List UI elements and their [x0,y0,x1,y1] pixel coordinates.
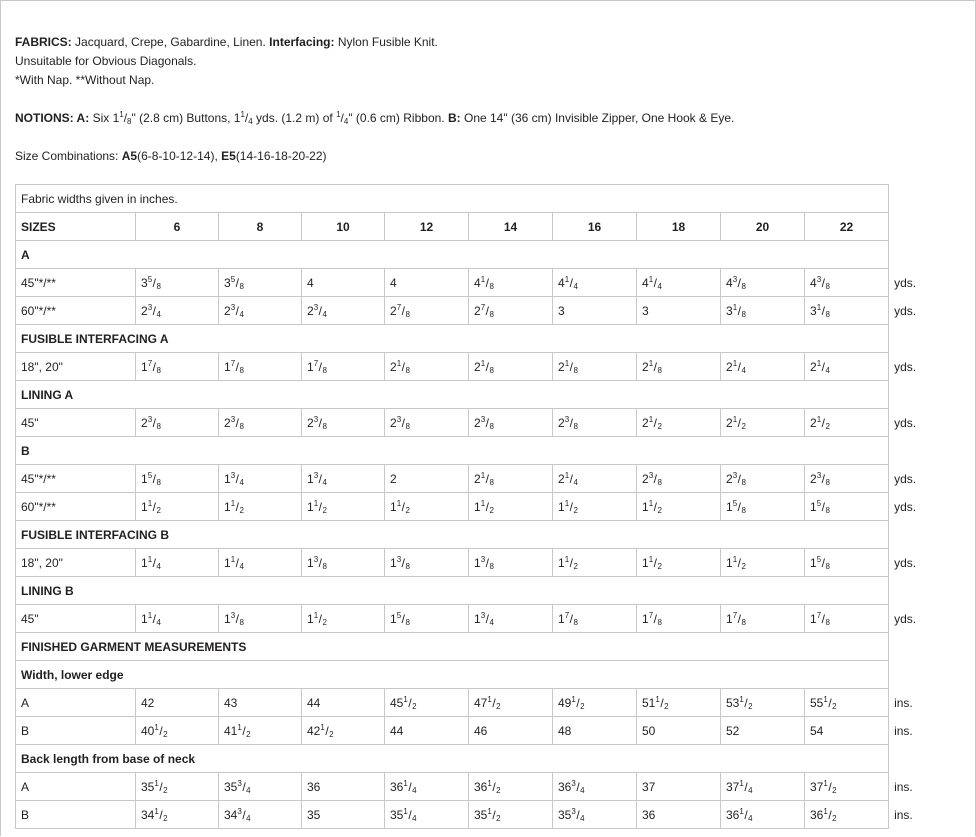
yardage-cell: $3^5/8$ [136,269,219,297]
fraction: $^1$/2 [732,554,746,571]
yardage-cell: $2^1/4$ [553,465,637,493]
fraction: $^1$/2 [487,694,501,711]
yardage-cell: $36^3/4$ [553,773,637,801]
yardage-cell: $1^3/8$ [219,605,302,633]
table-row [16,717,962,745]
yardage-cell: 52 [721,717,805,745]
unit-spacer [889,381,962,409]
pattern-notes [15,33,955,166]
fraction: $^1$/8 [648,358,662,375]
yardage-cell: 3 [553,297,637,325]
yardage-cell: $2^1/8$ [469,353,553,381]
unit-label: yds. [889,605,962,633]
fraction: $^1$/4 [564,274,578,291]
unit-spacer [889,661,962,689]
table-row [16,773,962,801]
fraction: $^1$/2 [230,498,244,515]
yardage-cell: $2^3/8$ [136,409,219,437]
fraction: $^7$/8 [816,610,830,627]
unit-label: yds. [889,409,962,437]
yardage-cell: $1^1/2$ [136,493,219,521]
fraction: $^1$/2 [648,414,662,431]
size-header: 10 [302,213,385,241]
notions-line [15,109,955,128]
notions-a-text: Six $1^1/_8$" (2.8 cm) Buttons, $1^1/_4$ yds. (1.2 m) of $^1/_4$" (0.6 cm) Ribbon. [92,110,445,126]
yardage-cell: $1^5/8$ [385,605,469,633]
fraction: $^1$/2 [154,806,168,823]
yardage-cell: $34^1/2$ [136,801,219,829]
fraction: $^1$/2 [564,554,578,571]
notions-b-text: One 14" (36 cm) Invisible Zipper, One Hook & Eye. [463,111,735,125]
fraction: $^3$/8 [480,414,494,431]
size-header: 22 [805,213,889,241]
size-header: 12 [385,213,469,241]
sizes-label: SIZES [16,213,136,241]
fraction: $^3$/8 [480,554,494,571]
section-heading: LINING B [16,577,889,605]
fraction: $^7$/8 [564,610,578,627]
nap-note: *With Nap. **Without Nap. [15,73,155,87]
fraction: $^5$/8 [396,610,410,627]
yardage-cell: $2^3/8$ [385,409,469,437]
row-label: 45"*/** [16,465,136,493]
fraction: $^1$/4 [816,358,830,375]
row-label: B [16,717,136,745]
yardage-cell: $2^1/8$ [385,353,469,381]
fraction: $^5$/8 [230,274,244,291]
fraction: $^1$/8 [396,358,410,375]
fraction: $^1$/2 [237,722,251,739]
unit-spacer [889,241,962,269]
row-label: A [16,689,136,717]
fraction: $^1$/8 [480,358,494,375]
fraction: $^3$/4 [230,470,244,487]
yardage-cell: $2^3/8$ [805,465,889,493]
yardage-cell: 35 [302,801,385,829]
sizes-header-row [16,213,962,241]
unit-spacer [889,437,962,465]
unit-spacer [889,633,962,661]
yardage-cell: $49^1/2$ [553,689,637,717]
yardage-cell: $1^5/8$ [721,493,805,521]
fraction: $^1$/2 [313,498,327,515]
yardage-cell: $35^1/2$ [136,773,219,801]
yardage-cell: $1^1/2$ [219,493,302,521]
fraction: $^1$/2 [564,498,578,515]
yardage-cell: $3^1/8$ [721,297,805,325]
yardage-cell: $2^1/2$ [637,409,721,437]
unit-label: yds. [889,549,962,577]
fraction: $^1$/2 [403,694,417,711]
yardage-cell: 46 [469,717,553,745]
unit-spacer [889,213,962,241]
fraction: $^3$/8 [313,554,327,571]
size-combinations-line [15,147,955,166]
fraction: $^1$/2 [147,498,161,515]
yardage-cell: $1^1/4$ [136,605,219,633]
yardage-cell: $35^3/4$ [553,801,637,829]
unit-label: ins. [889,801,962,829]
notions-b-label: B: [447,111,461,125]
fraction: $^1$/2 [487,806,501,823]
yardage-cell: $34^3/4$ [219,801,302,829]
size-header: 6 [136,213,219,241]
yardage-cell: 44 [385,717,469,745]
section-heading: LINING A [16,381,889,409]
fabrics-label: FABRICS: [15,35,72,49]
yardage-cell: $36^1/2$ [469,773,553,801]
fraction: $^1$/2 [823,694,837,711]
yardage-cell: $1^1/2$ [385,493,469,521]
yardage-cell: $1^3/4$ [302,465,385,493]
unit-spacer [889,325,962,353]
fraction: $^1$/2 [480,498,494,515]
table-row [16,465,962,493]
fraction: $^3$/8 [396,414,410,431]
yardage-cell: $35^3/4$ [219,773,302,801]
unit-label: ins. [889,773,962,801]
fraction: $^1$/2 [571,694,585,711]
yardage-cell: $2^1/2$ [805,409,889,437]
fraction: $^7$/8 [313,358,327,375]
fraction: $^1$/2 [313,610,327,627]
fraction: $^1$/8 [480,470,494,487]
fraction: $^1$/2 [648,498,662,515]
yardage-cell: $37^1/4$ [721,773,805,801]
yardage-cell: $1^1/2$ [721,549,805,577]
yardage-cell: $2^1/8$ [469,465,553,493]
yardage-cell: $1^7/8$ [553,605,637,633]
row-label: 45"*/** [16,269,136,297]
fraction: $^1$/8 [816,302,830,319]
fabrics-text: Jacquard, Crepe, Gabardine, Linen. [75,35,266,49]
yardage-cell: $2^3/8$ [553,409,637,437]
row-label: 60"*/** [16,493,136,521]
fraction: $^5$/8 [147,470,161,487]
yardage-cell: $40^1/2$ [136,717,219,745]
unit-label: yds. [889,493,962,521]
fraction: $^3$/8 [732,470,746,487]
section-heading: A [16,241,889,269]
fraction: $^1$/8 [564,358,578,375]
yardage-cell: $42^1/2$ [302,717,385,745]
fraction: $^3$/8 [564,414,578,431]
fraction: $^1$/2 [823,778,837,795]
fraction: $^1$/2 [154,722,168,739]
unit-spacer [889,185,962,213]
size-a-text: (6-8-10-12-14), [137,149,218,163]
fraction: $^7$/8 [732,610,746,627]
yardage-cell: $1^5/8$ [805,549,889,577]
yardage-cell: $1^3/4$ [219,465,302,493]
row-label: 18", 20" [16,353,136,381]
table-row [16,493,962,521]
table-row [16,297,962,325]
fraction: $^1$/2 [320,722,334,739]
fraction: $^1$/8 [480,274,494,291]
unsuitable-note: Unsuitable for Obvious Diagonals. [15,54,197,68]
yardage-cell: $41^1/2$ [219,717,302,745]
table-caption: Fabric widths given in inches. [16,185,889,213]
yardage-cell: $1^3/4$ [469,605,553,633]
yardage-cell: 3 [637,297,721,325]
yardage-cell: $37^1/2$ [805,773,889,801]
fraction: $^1$/2 [823,806,837,823]
yardage-cell: $1^3/8$ [302,549,385,577]
yardage-cell: $1^7/8$ [219,353,302,381]
fraction: $^3$/8 [396,554,410,571]
yardage-cell: 44 [302,689,385,717]
fraction: $^7$/8 [648,610,662,627]
fraction: $^3$/8 [732,274,746,291]
yardage-cell: $36^1/2$ [805,801,889,829]
fraction: $^3$/4 [571,806,585,823]
table-row [16,409,962,437]
yardage-cell: $35^1/2$ [469,801,553,829]
size-combo-label: Size Combinations: [15,149,119,163]
table-row [16,605,962,633]
yardage-cell: $2^3/4$ [219,297,302,325]
yardage-cell: $3^1/8$ [805,297,889,325]
section-heading: FUSIBLE INTERFACING A [16,325,889,353]
section-row [16,661,962,689]
yardage-cell: $1^7/8$ [805,605,889,633]
yardage-cell: $2^7/8$ [385,297,469,325]
size-header: 14 [469,213,553,241]
fraction: $^5$/8 [816,554,830,571]
section-row [16,745,962,773]
section-row [16,633,962,661]
section-row [16,521,962,549]
fraction: $^1$/4 [147,554,161,571]
section-row [16,577,962,605]
yardage-cell: $55^1/2$ [805,689,889,717]
yardage-cell: $4^1/4$ [553,269,637,297]
row-label: 18", 20" [16,549,136,577]
fraction: $^1$/2 [732,414,746,431]
fraction: $^1$/2 [487,778,501,795]
yardage-cell: $1^7/8$ [637,605,721,633]
fraction: $^1$/4 [230,554,244,571]
section-heading: B [16,437,889,465]
yardage-cell: $1^1/2$ [553,493,637,521]
yardage-cell: $1^1/2$ [553,549,637,577]
yardage-cell: $2^3/8$ [637,465,721,493]
fraction: $^1$/4 [648,274,662,291]
yardage-table [15,184,962,829]
yardage-cell: $1^1/2$ [302,493,385,521]
table-row [16,269,962,297]
yardage-cell: $1^1/2$ [469,493,553,521]
yardage-cell: 36 [302,773,385,801]
yardage-cell: 4 [302,269,385,297]
interfacing-label: Interfacing: [269,35,335,49]
yardage-cell: $1^1/4$ [219,549,302,577]
yardage-cell: 42 [136,689,219,717]
unit-label: ins. [889,689,962,717]
fraction: $^7$/8 [230,358,244,375]
yardage-cell: $2^7/8$ [469,297,553,325]
yardage-cell: $3^5/8$ [219,269,302,297]
caption-row [16,185,962,213]
yardage-cell: 54 [805,717,889,745]
row-label: 45" [16,605,136,633]
yardage-cell: $4^3/8$ [721,269,805,297]
yardage-cell: $51^1/2$ [637,689,721,717]
yardage-cell: $1^7/8$ [302,353,385,381]
fraction: $^3$/4 [313,302,327,319]
fraction: $^3$/4 [571,778,585,795]
yardage-cell: $35^1/4$ [385,801,469,829]
yardage-cell: 48 [553,717,637,745]
table-row [16,801,962,829]
fraction: $^5$/8 [816,498,830,515]
unit-spacer [889,521,962,549]
fraction: $^1$/4 [564,470,578,487]
unit-label: ins. [889,717,962,745]
yardage-cell: 2 [385,465,469,493]
fraction: $^1$/4 [147,610,161,627]
size-e-text: (14-16-18-20-22) [235,149,327,163]
yardage-cell: $2^3/8$ [219,409,302,437]
yardage-cell: 50 [637,717,721,745]
unit-spacer [889,577,962,605]
yardage-cell: $2^3/8$ [721,465,805,493]
yardage-cell: $1^7/8$ [721,605,805,633]
fraction: $^3$/8 [313,414,327,431]
yardage-cell: $1^5/8$ [136,465,219,493]
size-e-label: E5 [221,149,236,163]
yardage-cell: $2^1/2$ [721,409,805,437]
fraction: $^3$/8 [230,610,244,627]
yardage-cell: $1^5/8$ [805,493,889,521]
unit-label: yds. [889,465,962,493]
fraction: $^3$/8 [147,414,161,431]
yardage-cell: $4^1/8$ [469,269,553,297]
yardage-cell: $36^1/4$ [721,801,805,829]
section-row [16,437,962,465]
yardage-cell: $2^1/4$ [805,353,889,381]
fraction: $^3$/4 [480,610,494,627]
yardage-cell: 43 [219,689,302,717]
yardage-cell: $53^1/2$ [721,689,805,717]
fraction: $^1$/8 [732,302,746,319]
unit-label: yds. [889,353,962,381]
yardage-cell: $2^3/8$ [302,409,385,437]
size-a-label: A5 [121,149,138,163]
fraction: $^7$/8 [147,358,161,375]
size-header: 16 [553,213,637,241]
row-label: 45" [16,409,136,437]
section-row [16,241,962,269]
size-header: 20 [721,213,805,241]
unit-spacer [889,745,962,773]
yardage-cell: $2^1/8$ [553,353,637,381]
row-label: 60"*/** [16,297,136,325]
yardage-cell: $1^1/2$ [637,493,721,521]
yardage-cell: $2^3/8$ [469,409,553,437]
yardage-cell: $2^1/8$ [637,353,721,381]
yardage-cell: $2^3/4$ [136,297,219,325]
yardage-cell: $2^3/4$ [302,297,385,325]
yardage-cell: $4^3/8$ [805,269,889,297]
yardage-cell: $1^1/2$ [637,549,721,577]
yardage-cell: 37 [637,773,721,801]
fraction: $^3$/8 [816,274,830,291]
fraction: $^1$/2 [396,498,410,515]
row-label: A [16,773,136,801]
section-heading: FINISHED GARMENT MEASUREMENTS [16,633,889,661]
fraction: $^1$/2 [816,414,830,431]
table-row [16,689,962,717]
fraction: $^1$/4 [732,358,746,375]
fraction: $^5$/8 [732,498,746,515]
yardage-cell: $45^1/2$ [385,689,469,717]
fraction: $^1$/4 [403,806,417,823]
yardage-cell: $1^7/8$ [136,353,219,381]
yardage-cell: 36 [637,801,721,829]
fraction: $^1$/2 [655,694,669,711]
section-heading: FUSIBLE INTERFACING B [16,521,889,549]
yardage-cell: $4^1/4$ [637,269,721,297]
yardage-cell: $1^3/8$ [385,549,469,577]
fraction: $^3$/8 [230,414,244,431]
yardage-cell: $1^1/4$ [136,549,219,577]
fraction: $^1$/4 [739,778,753,795]
fraction: $^3$/4 [237,806,251,823]
table-row [16,549,962,577]
yardage-cell: $1^3/8$ [469,549,553,577]
fraction: $^3$/4 [237,778,251,795]
yardage-cell: 4 [385,269,469,297]
fabrics-line [15,33,955,52]
fraction: $^7$/8 [480,302,494,319]
fraction: $^1$/2 [648,554,662,571]
fraction: $^3$/4 [230,302,244,319]
section-row [16,325,962,353]
fraction: $^3$/4 [147,302,161,319]
fraction: $^7$/8 [396,302,410,319]
fraction: $^1$/4 [403,778,417,795]
section-heading: Back length from base of neck [16,745,889,773]
notions-label: NOTIONS: A: [15,111,90,125]
fraction: $^1$/2 [739,694,753,711]
yardage-cell: $47^1/2$ [469,689,553,717]
fraction: $^3$/8 [816,470,830,487]
fraction: $^1$/2 [154,778,168,795]
interfacing-text: Nylon Fusible Knit. [337,35,438,49]
size-header: 18 [637,213,721,241]
yardage-cell: $1^1/2$ [302,605,385,633]
size-header: 8 [219,213,302,241]
unit-label: yds. [889,297,962,325]
fraction: $^1$/4 [739,806,753,823]
row-label: B [16,801,136,829]
fraction: $^3$/8 [648,470,662,487]
fraction: $^5$/8 [147,274,161,291]
fraction: $^3$/4 [313,470,327,487]
section-heading: Width, lower edge [16,661,889,689]
table-row [16,353,962,381]
yardage-cell: $2^1/4$ [721,353,805,381]
section-row [16,381,962,409]
yardage-cell: $36^1/4$ [385,773,469,801]
unit-label: yds. [889,269,962,297]
